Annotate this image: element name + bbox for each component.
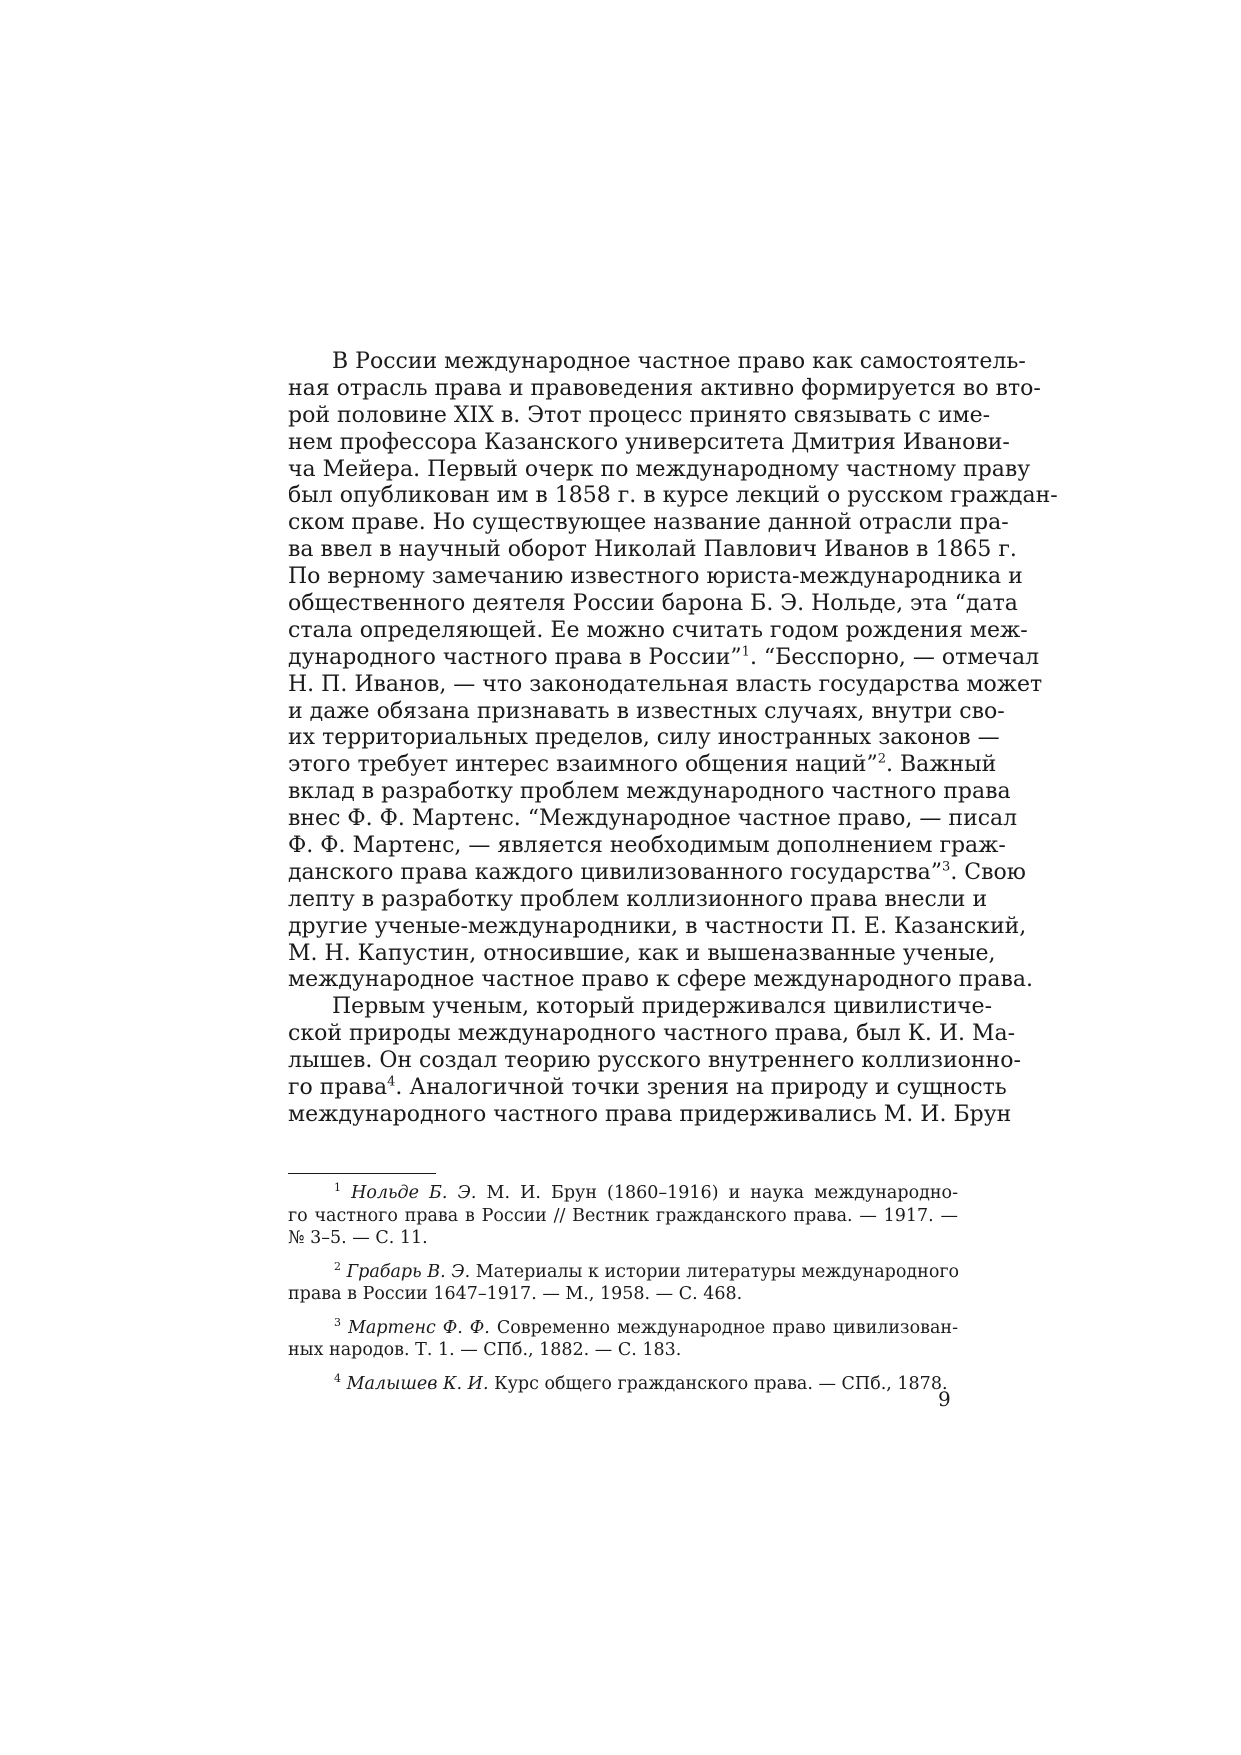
footnotes <box>288 1182 958 1406</box>
text-line: М. Н. Капустин, относившие, как и вышеназванные ученые, <box>288 940 996 966</box>
text-line: ской природы международного частного права, был К. И. Ма- <box>288 1021 1016 1047</box>
footnote-author: Малышев К. И. <box>346 1373 489 1394</box>
text-line: и даже обязана признавать в известных случаях, внутри сво- <box>288 698 1005 724</box>
text-line: По верному замечанию известного юриста-международника и <box>288 564 1023 590</box>
footnote-ref: 1 <box>741 644 750 660</box>
footnote-line: права в России 1647–1917. — М., 1958. — С. 468. <box>288 1284 743 1304</box>
footnote-line: $^4$ Малышев К. И. Курс общего гражданского права. — СПб., 1878. <box>334 1371 948 1394</box>
footnote <box>288 1182 958 1250</box>
text-line: был опубликован им в 1858 г. в курсе лекций о русском граждан- <box>288 483 1058 509</box>
text-line: дународного частного права в России”$^1$. “Бесспорно, — отмечал <box>288 644 1040 670</box>
paragraph <box>288 349 1058 994</box>
footnote-line: ных народов. Т. 1. — СПб., 1882. — С. 183. <box>288 1340 682 1360</box>
text-line: ва ввел в научный оборот Николай Павлович Иванов в 1865 г. <box>288 537 1017 563</box>
text-line: лышев. Он создал теорию русского внутреннего коллизионно- <box>288 1048 1021 1074</box>
text-line: вклад в разработку проблем международного частного права <box>288 779 1011 805</box>
text-line: внес Ф. Ф. Мартенс. “Международное частное право, — писал <box>288 806 1018 832</box>
main-text <box>288 349 1058 1129</box>
text-line: общественного деятеля России барона Б. Э. Нольде, эта “дата <box>288 591 1018 617</box>
text-line: международного частного права придерживались М. И. Брун <box>288 1101 1012 1127</box>
footnote-author: Нольде Б. Э. <box>351 1183 477 1203</box>
footnote <box>288 1261 958 1306</box>
footnote-number: 1 <box>334 1181 341 1195</box>
footnote-ref: 2 <box>877 752 886 768</box>
text-line: го права$^4$. Аналогичной точки зрения на природу и сущность <box>288 1074 1007 1101</box>
footnote-line: $^2$ Грабарь В. Э. Материалы к истории литературы международного <box>334 1259 960 1282</box>
text-line: нем профессора Казанского университета Дмитрия Иванови- <box>288 429 1010 455</box>
text-line: ча Мейера. Первый очерк по международному частному праву <box>288 456 1031 482</box>
footnote-number: 4 <box>334 1371 341 1385</box>
footnote-ref: 4 <box>387 1074 396 1090</box>
text-line: Ф. Ф. Мартенс, — является необходимым дополнением граж- <box>288 833 1006 859</box>
text-line: их территориальных пределов, силу иностранных законов — <box>288 725 1000 751</box>
text-line: В России международное частное право как самостоятель- <box>332 349 1026 374</box>
footnote-number: 2 <box>334 1259 341 1273</box>
footnote-author: Грабарь В. Э. <box>346 1261 471 1282</box>
footnote-line: № 3–5. — С. 11. <box>288 1228 428 1248</box>
text-line: Н. П. Иванов, — что законодательная власть государства может <box>288 671 1043 697</box>
text-line: ском праве. Но существующее название данной отрасли пра- <box>288 510 1009 536</box>
footnote <box>288 1373 958 1396</box>
footnote-number: 3 <box>334 1315 341 1329</box>
text-line: рой половине XIX в. Этот процесс принято связывать с име- <box>288 402 991 428</box>
text-line: лепту в разработку проблем коллизионного права внесли и <box>288 886 988 912</box>
text-line: данского права каждого цивилизованного государства”$^3$. Свою <box>288 859 1026 885</box>
footnote-separator <box>288 1173 436 1174</box>
text-line: Первым ученым, который придерживался цивилистиче- <box>332 994 993 1020</box>
footnote-author: Мартенс Ф. Ф. <box>347 1317 490 1338</box>
text-line: ная отрасль права и правоведения активно формируется во вто- <box>288 375 1041 401</box>
footnote-line: $^3$ Мартенс Ф. Ф. Современно международное право цивилизован- <box>334 1315 958 1338</box>
text-line: стала определяющей. Ее можно считать годом рождения меж- <box>288 617 1028 643</box>
text-line: этого требует интерес взаимного общения наций”$^2$. Важный <box>288 752 997 778</box>
footnote-line: го частного права в России // Вестник гражданского права. — 1917. — <box>288 1205 958 1226</box>
text-line: международное частное право к сфере международного права. <box>288 967 1033 993</box>
footnote-ref: 3 <box>942 859 951 875</box>
paragraph <box>288 994 1021 1128</box>
text-line: другие ученые-международники, в частности П. Е. Казанский, <box>288 913 1027 939</box>
footnote <box>288 1317 958 1362</box>
page-number: 9 <box>938 1387 951 1411</box>
footnote-line: $^1$ Нольде Б. Э. М. И. Брун (1860–1916) и наука международно- <box>334 1181 958 1203</box>
